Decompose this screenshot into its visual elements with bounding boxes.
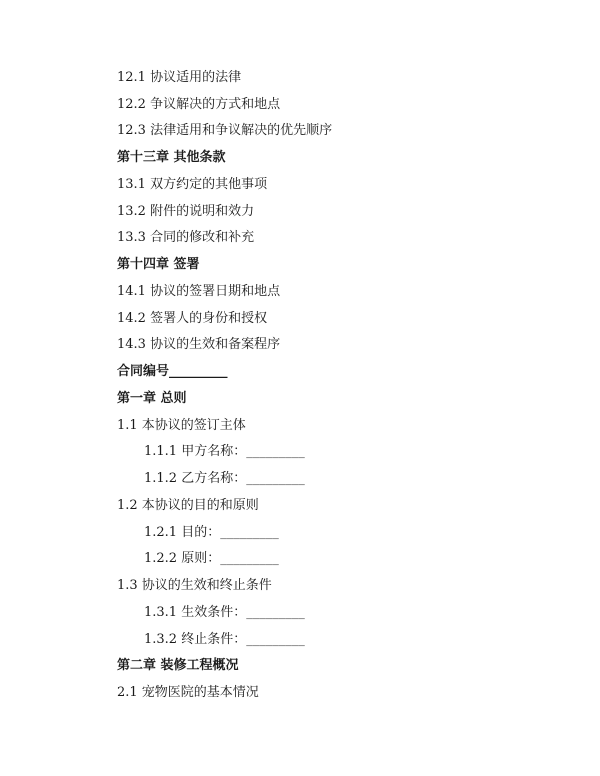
- clause-1-3-1: 1.3.1 生效条件：_________: [144, 605, 305, 620]
- clause-13-1: 13.1 双方约定的其他事项: [117, 177, 268, 192]
- clause-1-1-1: 1.1.1 甲方名称：_________: [144, 444, 305, 459]
- contract-number: 合同编号_________: [117, 364, 228, 379]
- clause-14-2: 14.2 签署人的身份和授权: [117, 311, 268, 326]
- clause-13-3: 13.3 合同的修改和补充: [117, 230, 255, 245]
- chapter-1-heading: 第一章 总则: [117, 391, 187, 406]
- clause-1-3: 1.3 协议的生效和终止条件: [117, 578, 272, 593]
- clause-1-2-1: 1.2.1 目的：_________: [144, 525, 279, 540]
- clause-12-1: 12.1 协议适用的法律: [117, 70, 242, 85]
- clause-1-3-2: 1.3.2 终止条件：_________: [144, 632, 305, 647]
- clause-1-2: 1.2 本协议的目的和原则: [117, 498, 259, 513]
- clause-1-1: 1.1 本协议的签订主体: [117, 418, 246, 433]
- chapter-13-heading: 第十三章 其他条款: [117, 150, 226, 165]
- clause-14-1: 14.1 协议的签署日期和地点: [117, 284, 281, 299]
- chapter-14-heading: 第十四章 签署: [117, 257, 200, 272]
- clause-13-2: 13.2 附件的说明和效力: [117, 204, 255, 219]
- clause-12-2: 12.2 争议解决的方式和地点: [117, 97, 281, 112]
- chapter-2-heading: 第二章 装修工程概况: [117, 658, 239, 673]
- clause-2-1: 2.1 宠物医院的基本情况: [117, 685, 259, 700]
- clause-12-3: 12.3 法律适用和争议解决的优先顺序: [117, 123, 333, 138]
- clause-1-1-2: 1.1.2 乙方名称：_________: [144, 471, 305, 486]
- clause-14-3: 14.3 协议的生效和备案程序: [117, 337, 281, 352]
- clause-1-2-2: 1.2.2 原则：_________: [144, 551, 279, 566]
